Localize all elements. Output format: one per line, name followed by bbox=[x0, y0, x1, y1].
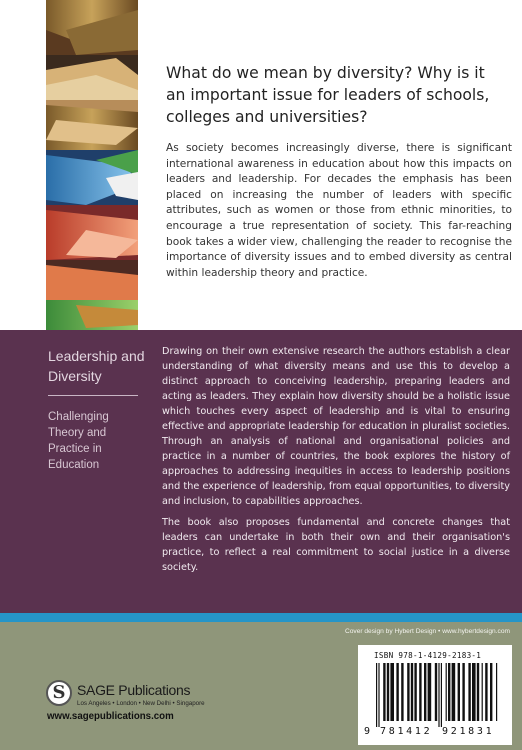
barcode-bar bbox=[441, 663, 442, 727]
barcode-right-digits: 921831 bbox=[442, 726, 495, 737]
publisher-url: www.sagepublications.com bbox=[47, 711, 174, 722]
barcode-bar bbox=[452, 663, 456, 721]
publisher-name: SAGE Publications bbox=[77, 682, 191, 698]
barcode-bar bbox=[396, 663, 398, 721]
barcode-bar bbox=[482, 663, 483, 721]
lead-question: What do we mean by diversity? Why is it an important issue for leaders of schools, colleges and universities? bbox=[166, 64, 490, 126]
barcode-bar bbox=[496, 663, 497, 721]
barcode-bar bbox=[462, 663, 464, 721]
barcode-bar bbox=[414, 663, 416, 721]
cover-design-credit: Cover design by Hybert Design • www.hybertdesign.com bbox=[344, 628, 510, 635]
barcode-bar bbox=[419, 663, 421, 721]
ean-13-barcode-icon bbox=[376, 663, 498, 727]
sage-s-logo-icon bbox=[46, 680, 72, 706]
cover-pencils-image bbox=[46, 0, 138, 330]
book-subtitle: Challenging Theory and Practice in Education bbox=[48, 411, 109, 471]
description-paragraph-2: The book also proposes fundamental and concrete changes that leaders can undertake in both their own and their organisation's practice, to reflect a real commitment to social justice in a diverse society. bbox=[162, 517, 510, 573]
blue-stripe bbox=[0, 613, 522, 622]
publisher-cities: Los Angeles • London • New Delhi • Singapore bbox=[77, 700, 205, 707]
barcode-bar bbox=[458, 663, 460, 721]
isbn-label: ISBN 978-1-4129-2183-1 bbox=[374, 651, 482, 660]
barcode-bar bbox=[435, 663, 437, 721]
barcode-bar bbox=[378, 663, 379, 727]
barcode-bar bbox=[485, 663, 487, 721]
logo-letter: S bbox=[52, 682, 66, 703]
barcode-bar bbox=[468, 663, 470, 721]
barcode-bar bbox=[428, 663, 432, 721]
barcode-bar bbox=[438, 663, 439, 727]
barcode-bar bbox=[401, 663, 403, 721]
intro-paragraph: As society becomes increasingly diverse, there is significant international awareness in education about how this impacts on leaders and leadership. For decades the emphasis has been placed on increasing the number of leaders with specific attributes, such as women or those from ethnic minorities, to encourage a true representation of society. This far-reaching book takes a wider view, challenging the reader to recognise the importance of diversity issues and to embed diversity as central within leadership theory and practice. bbox=[166, 142, 512, 279]
barcode-bar bbox=[477, 663, 479, 721]
description-block bbox=[162, 344, 510, 575]
coloured-pencils-photo-icon bbox=[46, 0, 138, 330]
barcode-bar bbox=[407, 663, 409, 721]
barcode-bar bbox=[490, 663, 492, 721]
barcode-bar bbox=[376, 663, 377, 727]
book-title: Leadership and Diversity bbox=[48, 348, 145, 384]
barcode-bar bbox=[390, 663, 394, 721]
barcode-first-digit: 9 bbox=[364, 726, 371, 737]
title-divider bbox=[48, 395, 138, 396]
barcode-bar bbox=[387, 663, 389, 721]
barcode-bar bbox=[424, 663, 426, 721]
barcode-bar bbox=[383, 663, 385, 721]
barcode-bar bbox=[448, 663, 450, 721]
barcode-bar bbox=[472, 663, 476, 721]
barcode-left-digits: 781412 bbox=[380, 726, 433, 737]
barcode-bar bbox=[411, 663, 413, 721]
barcode-bar bbox=[446, 663, 447, 721]
isbn-barcode-box bbox=[358, 645, 512, 745]
description-paragraph-1: Drawing on their own extensive research the authors establish a clear understanding of what diversity means and use this to develop a distinct approach to conceiving leadership, preparing leaders and acting as leaders. They explain how diversity should be a holistic issue which touches every aspect of leadership and is vital to ensuring effective and appropriate leadership for education in pluralist societies. Through an analysis of national and organisational policies and practice in a number of countries, the book explores the history of approaches to addressing inequities in access to leadership positions and the experience of leadership, from equal opportunities, to diversity and inclusion, to capabilities approaches. bbox=[162, 346, 510, 507]
